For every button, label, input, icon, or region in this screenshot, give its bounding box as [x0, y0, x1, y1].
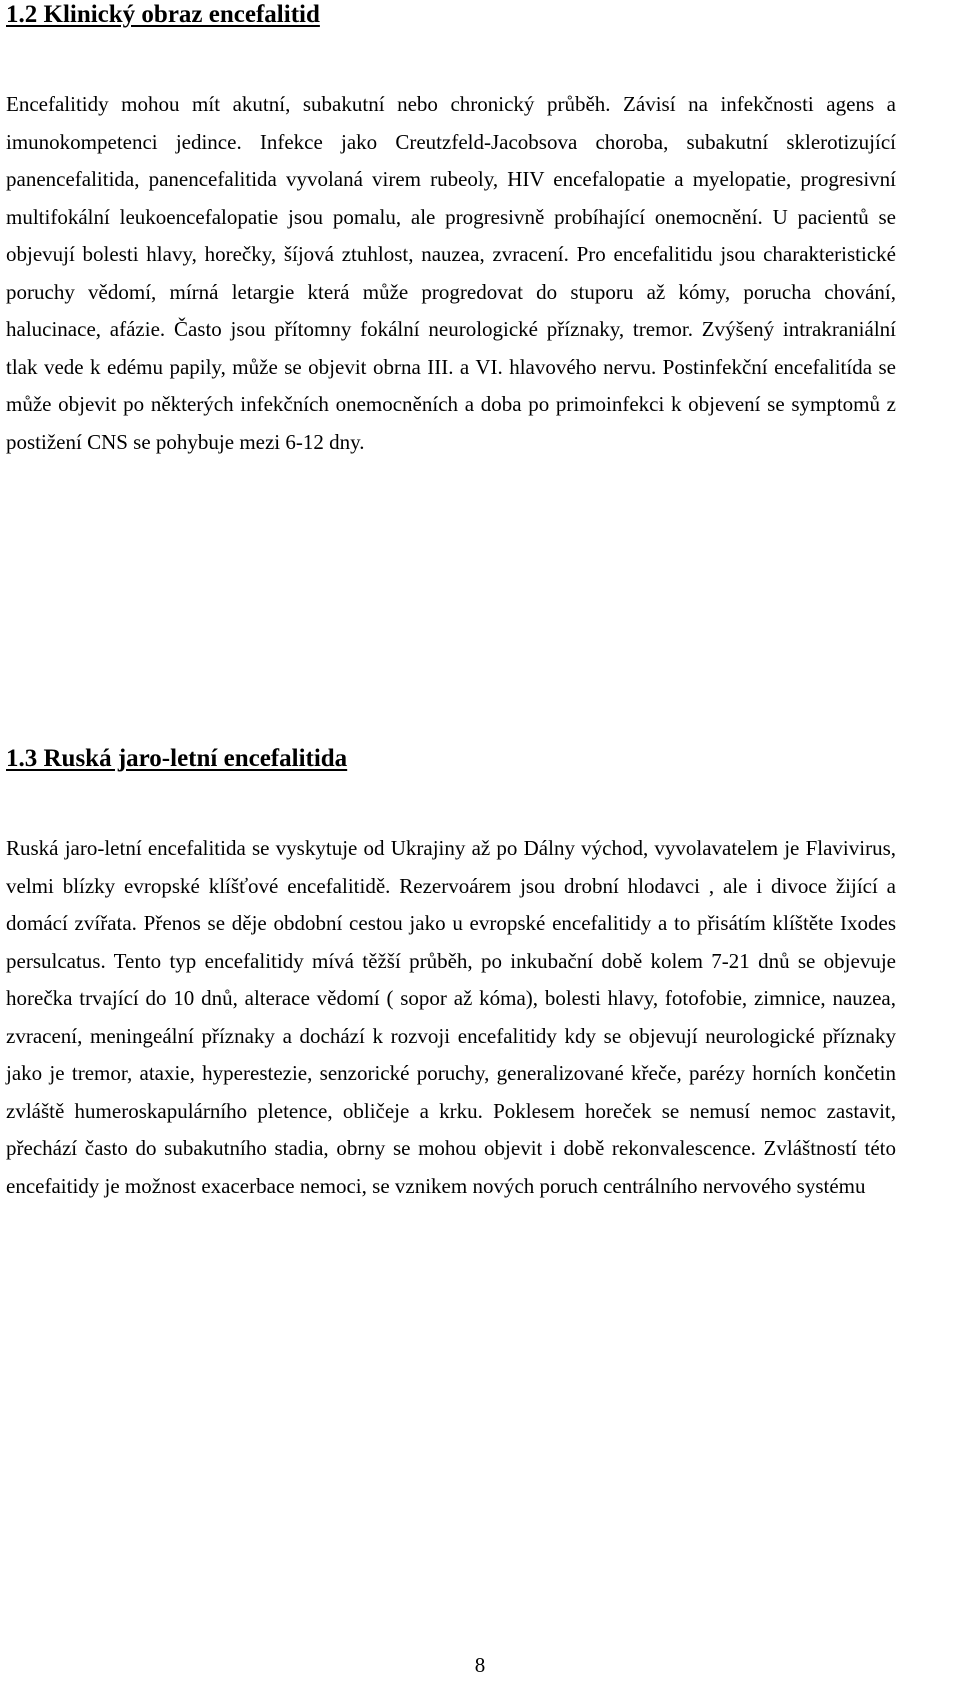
paragraph-russian-encephalitis: Ruská jaro-letní encefalitida se vyskytuje od Ukrajiny až po Dálny východ, vyvolavatelem je Flavivirus, velmi blízky evropské klíšťové encefalitidě. Rezervoárem jsou drobní hlodavci , ale i divoce žijící a domácí zvířata. Přenos se děje obdobní cestou jako u evropské encefalitidy a to přisátím klíštěte Ixodes persulcatus. Tento typ encefalitidy mívá těžší průběh, po inkubační době kolem 7-21 dnů se objevuje horečka trvající do 10 dnů, alterace vědomí ( sopor až kóma), bolesti hlavy, fotofobie, zimnice, nauzea, zvracení, meningeální příznaky a dochází k rozvoji encefalitidy kdy se objevují neurologické příznaky jako je tremor, ataxie, hyperestezie, senzorické poruchy, generalizované křeče, parézy horních končetin zvláště humeroskapulárního pletence, obličeje a krku. Poklesem horeček se nemusí nemoc zastavit, přechází často do subakutního stadia, obrny se mohou objevit i době rekonvalescence. Zvláštností této encefaitidy je možnost exacerbace nemoci, se vznikem nových poruch centrálního nervového systému	[6, 836, 896, 1198]
section-heading-1-3: 1.3 Ruská jaro-letní encefalitida	[6, 745, 348, 772]
section-heading-1-2: 1.2 Klinický obraz encefalitid	[6, 1, 320, 28]
paragraph-clinical-picture: Encefalitidy mohou mít akutní, subakutní nebo chronický průběh. Závisí na infekčnosti agens a imunokompetenci jedince. Infekce jako Creutzfeld-Jacobsova choroba, subakutní sklerotizující panencefalitida, panencefalitida vyvolaná virem rubeoly, HIV encefalopatie a myelopatie, progresivní multifokální leukoencefalopatie jsou pomalu, ale progresivně probíhající onemocnění. U pacientů se objevují bolesti hlavy, horečky, šíjová ztuhlost, nauzea, zvracení. Pro encefalitidu jsou charakteristické poruchy vědomí, mírná letargie která může progredovat do stuporu až kómy, porucha chování, halucinace, afázie. Často jsou přítomny fokální neurologické příznaky, tremor. Zvýšený intrakraniální tlak vede k edému papily, může se objevit obrna III. a VI. hlavového nervu. Postinfekční encefalitída se může objevit po některých infekčních onemocněních a doba po primoinfekci k objevení se symptomů z postižení CNS se pohybuje mezi 6-12 dny.	[6, 92, 896, 454]
page-number: 8	[474, 1653, 486, 1677]
